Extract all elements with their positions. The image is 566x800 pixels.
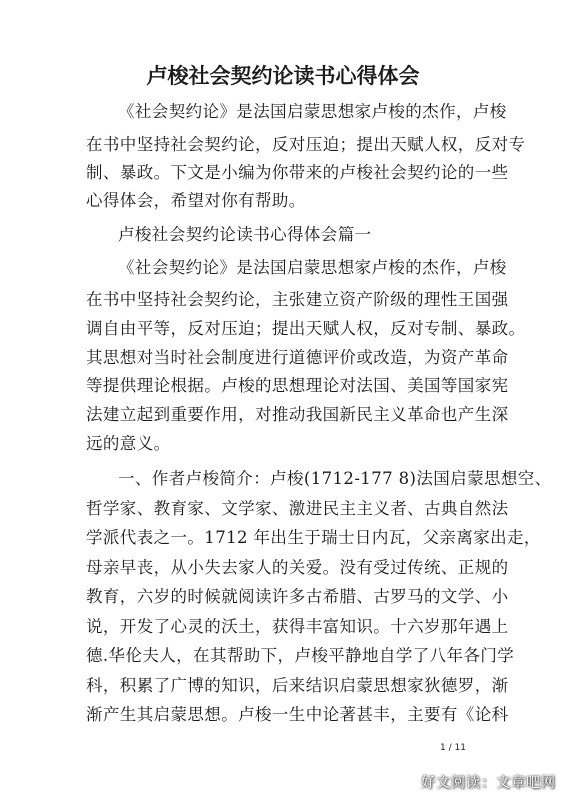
paragraph-line: 调自由平等，反对压迫；提出天赋人权，反对专制、暴政。 xyxy=(86,319,526,338)
page-number: 1 / 11 xyxy=(440,743,466,753)
paragraph-line: 哲学家、教育家、文学家、激进民主主义者、古典自然法 xyxy=(86,499,509,518)
paragraph-line: 心得体会，希望对你有帮助。 xyxy=(86,191,306,210)
paragraph-line: 等提供理论根据。卢梭的思想理论对法国、美国等国家宪 xyxy=(86,376,509,395)
paragraph-line: 《社会契约论》是法国启蒙思想家卢梭的杰作，卢梭 xyxy=(118,102,507,121)
paragraph-line: 说，开发了心灵的沃土，获得丰富知识。十六岁那年遇上 xyxy=(86,617,509,636)
paragraph-line: 渐产生其启蒙思想。卢梭一生中论著甚丰，主要有《论科 xyxy=(86,705,509,724)
paragraph-line: 在书中坚持社会契约论，主张建立资产阶级的理性王国强 xyxy=(86,290,509,309)
document-title: 卢梭社会契约论读书心得体会 xyxy=(146,64,420,88)
paragraph-line: 学派代表之一。1712 年出生于瑞士日内瓦，父亲离家出走， xyxy=(86,528,541,547)
paragraph-line: 制、暴政。下文是小编为你带来的卢梭社会契约论的一些 xyxy=(86,163,509,182)
paragraph-line: 在书中坚持社会契约论，反对压迫；提出天赋人权，反对专 xyxy=(86,135,526,154)
paragraph-line: 母亲早丧，从小失去家人的关爱。没有受过传统、正规的 xyxy=(86,558,509,577)
paragraph-line: 法建立起到重要作用，对推动我国新民主义革命也产生深 xyxy=(86,405,509,424)
section-heading: 卢梭社会契约论读书心得体会篇一 xyxy=(118,225,372,244)
paragraph-line: 远的意义。 xyxy=(86,434,171,453)
paragraph-line: 科，积累了广博的知识，后来结识启蒙思想家狄德罗，渐 xyxy=(86,676,509,695)
paragraph-line: 其思想对当时社会制度进行道德评价或改造，为资产革命 xyxy=(86,348,509,367)
paragraph-line: 德.华伦夫人，在其帮助下，卢梭平静地自学了八年各门学 xyxy=(86,646,515,665)
paragraph-line: 一、作者卢梭简介：卢梭(1712-177 8)法国启蒙思想空、 xyxy=(118,469,552,488)
paragraph-line: 《社会契约论》是法国启蒙思想家卢梭的杰作，卢梭 xyxy=(118,258,507,277)
site-watermark: 好文阅读：文章吧网 xyxy=(421,775,556,791)
paragraph-line: 教育，六岁的时候就阅读许多古希腊、古罗马的文学、小 xyxy=(86,587,509,606)
